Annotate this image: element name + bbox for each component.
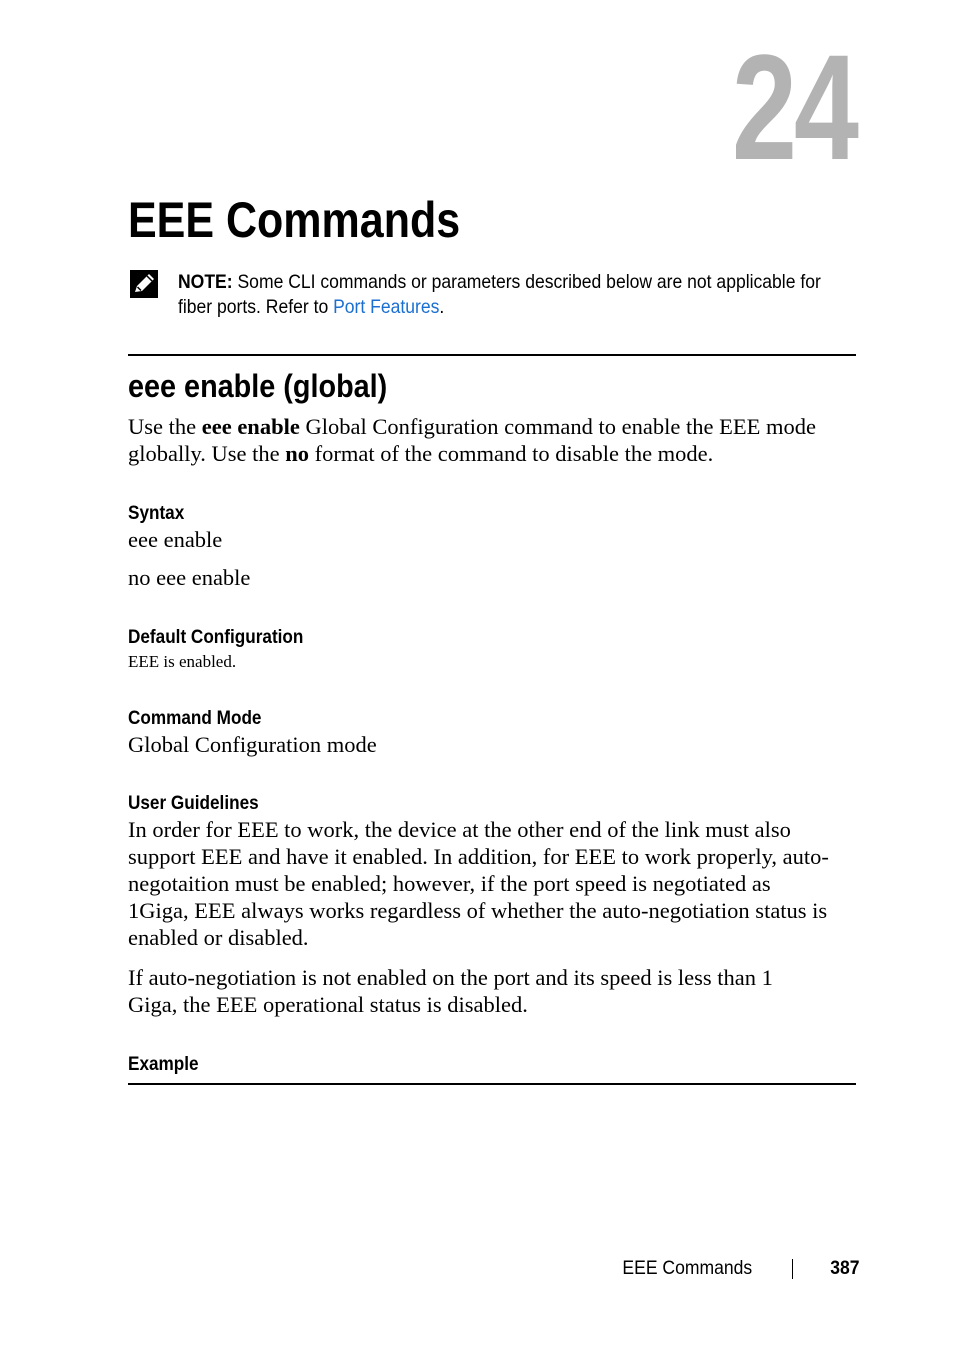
guideline-line: support EEE and have it enabled. In addition, for EEE to work properly, auto- xyxy=(128,844,829,869)
guideline-line: If auto-negotiation is not enabled on the port and its speed is less than 1 xyxy=(128,965,773,990)
intro-text: Use the xyxy=(128,414,202,439)
note-text xyxy=(178,270,821,320)
note-pencil-icon xyxy=(130,270,158,298)
intro-text: globally. Use the xyxy=(128,441,286,466)
intro-text: Global Configuration command to enable the EEE mode xyxy=(299,414,816,439)
chapter-title: EEE Commands xyxy=(128,192,461,248)
footer-separator xyxy=(792,1259,793,1279)
user-guidelines-paragraph-1 xyxy=(128,816,829,951)
guideline-line: negotaition must be enabled; however, if the port speed is negotiated as xyxy=(128,871,771,896)
default-configuration-heading: Default Configuration xyxy=(128,626,304,648)
intro-line-2 xyxy=(128,440,816,467)
guideline-line: enabled or disabled. xyxy=(128,925,309,950)
port-features-link[interactable]: Port Features xyxy=(333,296,440,318)
example-heading: Example xyxy=(128,1053,199,1075)
user-guidelines-heading: User Guidelines xyxy=(128,792,259,814)
intro-command-bold: eee enable xyxy=(201,414,300,439)
guideline-line: Giga, the EEE operational status is disabled. xyxy=(128,992,528,1017)
chapter-number: 24 xyxy=(732,23,856,191)
command-mode-heading: Command Mode xyxy=(128,707,262,729)
command-mode-text: Global Configuration mode xyxy=(128,732,377,757)
intro-text: format of the command to disable the mode. xyxy=(309,441,714,466)
user-guidelines-paragraph-2 xyxy=(128,964,773,1018)
intro-paragraph xyxy=(128,413,816,467)
footer-chapter-title: EEE Commands xyxy=(622,1257,752,1279)
guideline-line: 1Giga, EEE always works regardless of whether the auto-negotiation status is xyxy=(128,898,828,923)
note-line-2 xyxy=(178,295,799,320)
note-line-1 xyxy=(178,270,821,295)
intro-no-bold: no xyxy=(285,441,310,466)
note-text-line2: fiber ports. Refer to xyxy=(178,296,334,318)
footer-page-number: 387 xyxy=(830,1257,860,1279)
syntax-heading: Syntax xyxy=(128,502,185,524)
note-text-end: . xyxy=(439,296,445,318)
section-heading: eee enable (global) xyxy=(128,368,388,404)
syntax-line: no eee enable xyxy=(128,565,251,590)
note-text-line1: Some CLI commands or parameters described below are not applicable for xyxy=(232,271,821,293)
note-label: NOTE: xyxy=(178,271,233,293)
example-rule xyxy=(128,1083,856,1085)
guideline-line: In order for EEE to work, the device at the other end of the link must also xyxy=(128,817,791,842)
section-top-rule xyxy=(128,354,856,356)
syntax-line: eee enable xyxy=(128,527,223,552)
default-configuration-text: EEE is enabled. xyxy=(128,652,237,671)
intro-line-1 xyxy=(128,413,816,440)
